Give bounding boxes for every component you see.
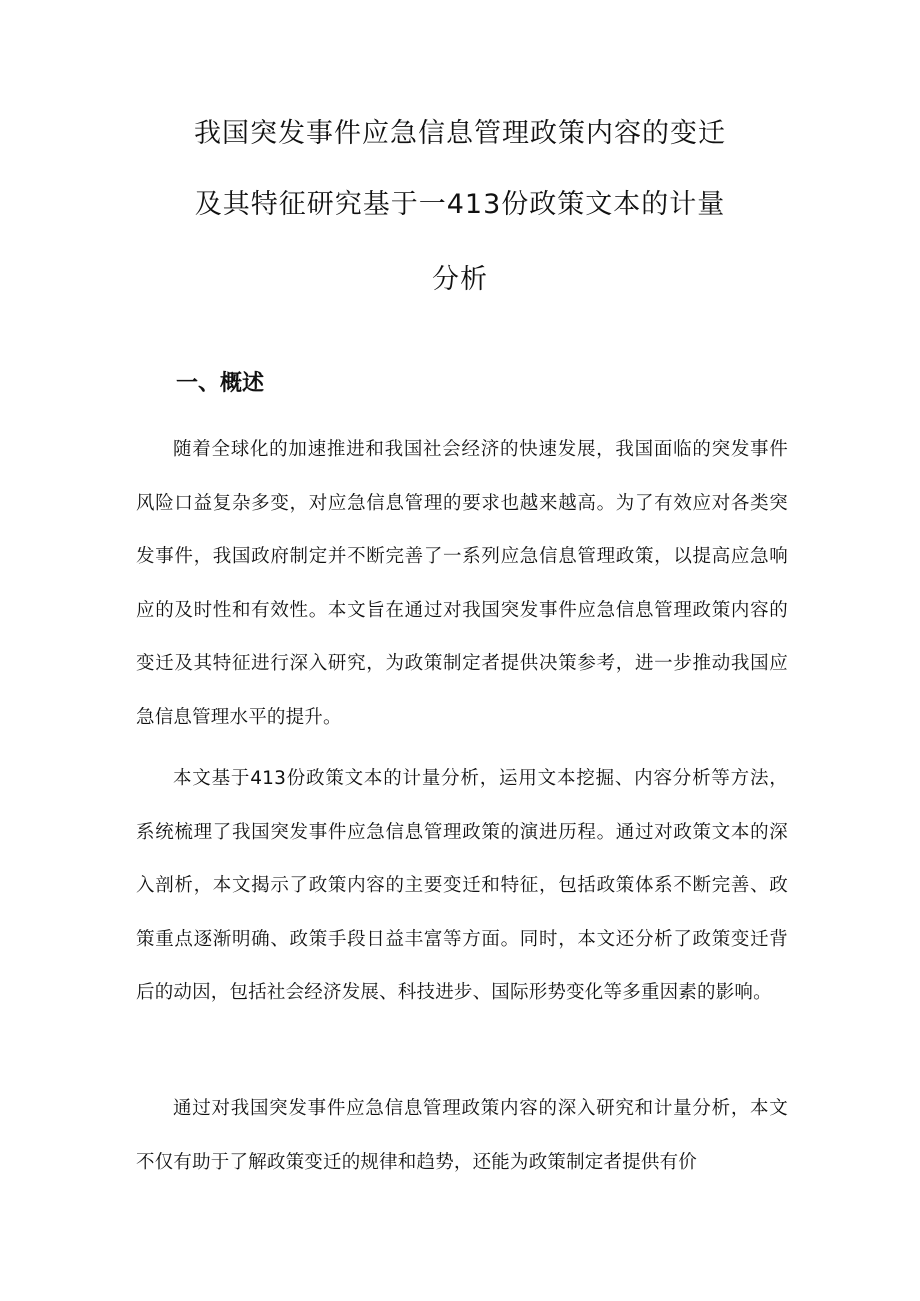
title-line-2: 及其特征研究基于一413份政策文本的计量 bbox=[194, 189, 726, 220]
paragraph-1: 随着全球化的加速推进和我国社会经济的快速发展，我国面临的突发事件风险口益复杂多变，对应急信息管理的要求也越来越高。为了有效应对各类突发事件，我国政府制定并不断完善了一系列应急信息管理政策，以提高应急响应的及时性和有效性。本文旨在通过对我国突发事件应急信息管理政策内容的变迁及其特征进行深入研究，为政策制定者提供决策参考，进一步推动我国应急信息管理水平的提升。 bbox=[136, 439, 788, 728]
paragraph-2: 本文基于413份政策文本的计量分析，运用文本挖掘、内容分析等方法，系统梳理了我国突发事件应急信息管理政策的演进历程。通过对政策文本的深入剖析，本文揭示了政策内容的主要变迁和特征，包括政策体系不断完善、政策重点逐渐明确、政策手段日益丰富等方面。同时，本文还分析了政策变迁背后的动因，包括社会经济发展、科技进步、国际形势变化等多重因素的影响。 bbox=[136, 768, 788, 1004]
title-line-1: 我国突发事件应急信息管理政策内容的变迁 bbox=[194, 118, 726, 149]
section-heading: 一、概述 bbox=[176, 371, 265, 396]
title-line-3: 分析 bbox=[432, 264, 488, 295]
paragraph-3: 通过对我国突发事件应急信息管理政策内容的深入研究和计量分析，本文不仅有助于了解政策变迁的规律和趋势，还能为政策制定者提供有价 bbox=[136, 1098, 788, 1173]
